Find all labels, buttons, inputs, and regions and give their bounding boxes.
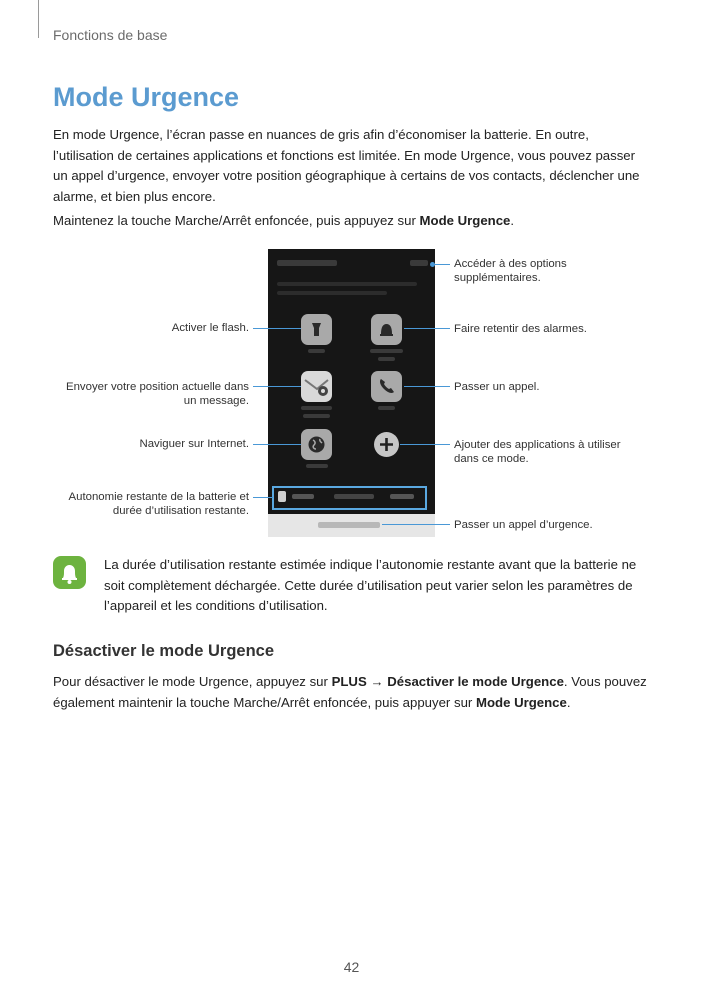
callout-call: Passer un appel. [454, 381, 540, 393]
instruction-text: Maintenez la touche Marche/Arrêt enfoncée, puis appuyez sur [53, 213, 420, 228]
deactivate-b2: Désactiver le mode Urgence [387, 674, 564, 689]
section-heading-deactivate: Désactiver le mode Urgence [53, 642, 275, 660]
callout-line-internet [253, 444, 301, 445]
screen-title-blur [277, 260, 337, 266]
callout-line-alarm [404, 328, 450, 329]
callout-location: Envoyer votre position actuelle dans un message. [66, 381, 249, 407]
callout-internet: Naviguer sur Internet. [139, 438, 249, 450]
deactivate-arrow: → [366, 674, 388, 689]
battery-highlight-box [272, 486, 427, 510]
phone-label-blur [378, 406, 395, 410]
phone-app [371, 371, 402, 402]
header-rule [38, 0, 39, 38]
callout-dot-options [430, 262, 435, 267]
emergency-call-bar [268, 514, 435, 537]
flashlight-icon [301, 314, 332, 345]
intro-paragraph: En mode Urgence, l’écran passe en nuances de gris afin d’économiser la batterie. En outre, l’utilisation de certaines applications et fonctions est limitée. En mode Urgence, vous pouvez passer un appel d’urgence, envoyer votre position géographique à certains de vos contacts, déclencher une alarme, et bien plus encore. [53, 127, 640, 204]
callout-line-flash [253, 328, 301, 329]
callout-emergency-call: Passer un appel d’urgence. [454, 519, 593, 531]
internet-label-blur [306, 464, 328, 468]
screen-desc-blur-1 [277, 282, 417, 286]
screen-more-blur [410, 260, 428, 266]
alarm-icon [371, 314, 402, 345]
instruction-end: . [510, 213, 515, 228]
deactivate-t1: Pour désactiver le mode Urgence, appuyez sur [53, 674, 332, 689]
deactivate-paragraph [53, 672, 653, 713]
location-app [301, 371, 332, 402]
location-label-blur-2 [303, 414, 330, 418]
callout-line-location [253, 386, 301, 387]
section-header: Fonctions de base [53, 27, 168, 43]
screen-desc-blur-2 [277, 291, 387, 295]
add-apps-button [374, 432, 399, 457]
callout-battery: Autonomie restante de la batterie et durée d’utilisation restante. [68, 491, 249, 517]
location-label-blur-1 [301, 406, 332, 410]
callout-line-emergency-call [382, 524, 450, 525]
flashlight-app [301, 314, 332, 345]
flashlight-label-blur [308, 349, 325, 353]
alarm-label-blur-1 [370, 349, 403, 353]
callout-line-add-apps [400, 444, 450, 445]
instruction-bold: Mode Urgence [419, 213, 511, 228]
plus-icon [374, 432, 399, 457]
callout-alarm: Faire retentir des alarmes. [454, 323, 587, 335]
callout-line-battery [253, 497, 273, 498]
globe-icon [301, 429, 332, 460]
page-number: 42 [343, 959, 360, 975]
callout-add-apps: Ajouter des applications à utiliser dans ce mode. [454, 439, 621, 465]
callout-flash: Activer le flash. [171, 322, 249, 334]
location-icon [301, 371, 332, 402]
internet-app [301, 429, 332, 460]
note-bell-icon [53, 556, 86, 589]
phone-icon [371, 371, 402, 402]
deactivate-t3: . [566, 694, 571, 710]
instruction-paragraph [53, 211, 653, 232]
deactivate-b3: Mode Urgence [475, 694, 567, 710]
deactivate-b1: PLUS [331, 674, 367, 689]
bell-icon [53, 556, 86, 589]
callout-options: Accéder à des options supplémentaires. [454, 258, 567, 284]
alarm-label-blur-2 [378, 357, 395, 361]
page-title: Mode Urgence [53, 82, 240, 112]
alarm-app [371, 314, 402, 345]
deactivate-t2: . Vous pouvez également maintenir la touche Marche/Arrêt enfoncée, puis appuyer sur [53, 674, 647, 710]
callout-line-call [404, 386, 450, 387]
emergency-call-label-blur [318, 522, 380, 528]
note-text: La durée d’utilisation restante estimée indique l’autonomie restante avant que la batterie ne soit complètement déchargée. Cette durée d’utilisation peut varier selon les paramètres de l’appareil et les conditions d’utilisation. [104, 557, 637, 613]
